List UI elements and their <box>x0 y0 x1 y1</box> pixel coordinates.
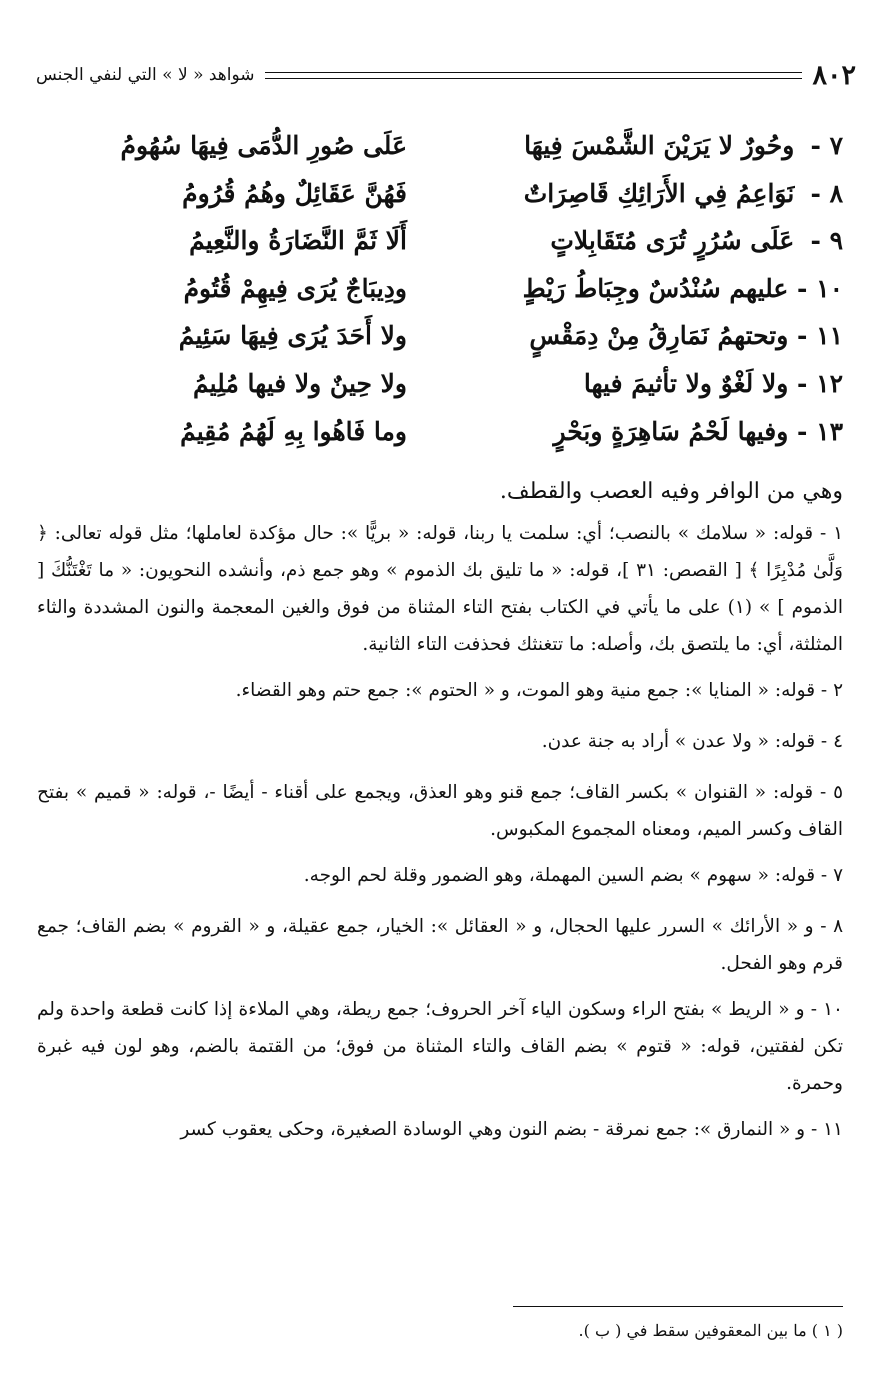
verse-second-hemistich: ودِيبَاجٌ يُرَى فِيهِمْ قُتُومُ <box>183 273 407 303</box>
verse-first-hemistich <box>447 312 843 360</box>
verse-first-hemistich <box>447 360 843 408</box>
verse-first-text: وتحتهمُ نَمَارِقُ مِنْ دِمَقْسٍ <box>529 321 789 351</box>
verse-second-hemistich: ولا أَحَدَ يُرَى فِيهَا سَئِيمُ <box>178 321 407 351</box>
verse-row <box>0 170 885 218</box>
header-rule <box>265 72 803 79</box>
verse-second-hemistich: ولا حِينٌ ولا فيها مُلِيمُ <box>193 368 407 398</box>
verse-first-hemistich <box>447 122 843 170</box>
verse-second-hemistich: فَهُنَّ عَقَائِلٌ وهُمُ قُرُومُ <box>182 178 407 208</box>
commentary-note: ٨ - و « الأرائك » السرر عليها الحجال، و « العقائل »: الخيار، جمع عقيلة، و « القروم » بضم القاف؛ جمع قرم وهو الفحل. <box>37 916 843 974</box>
verse-number: ١٠ - <box>797 273 843 303</box>
commentary-note: ١ - قوله: « سلامك » بالنصب؛ أي: سلمت يا ربنا، قوله: « بريًّا »: حال مؤكدة لعاملها؛ مثل قوله تعالى: ﴿ وَلَّىٰ مُدْبِرًا ﴾ [ القصص: ٣١ ]، قوله: « ما تليق بك الذموم » وهو جمع ذم، وأنشده النحويون: « ما تَغْتَنُّكَ [ الذموم ] » (١) على ما يأتي في الكتاب بفتح التاء المثناة من فوق والغين المعجمة والنون المشددة والثاء المثلثة، أي: ما يلتصق بك، وأصله: ما تتغنثك فحذفت التاء الثانية. <box>37 523 843 655</box>
verse-number: ٨ - <box>810 178 843 208</box>
poem-verses <box>0 122 885 455</box>
verse-second-hemistich: وما فَاهُوا بِهِ لَهُمُ مُقِيمُ <box>180 416 407 446</box>
verse-first-text: عَلَى سُرُرٍ تُرَى مُتَقَابِلاتٍ <box>550 226 795 256</box>
footnote-separator <box>513 1306 843 1307</box>
verse-second-hemistich: عَلَى صُورِ الدُّمَى فِيهَا سُهُومُ <box>120 131 407 160</box>
verse-number: ٧ - <box>810 131 843 160</box>
verse-first-hemistich <box>447 217 843 265</box>
verse-row <box>0 360 885 408</box>
meter-note: وهي من الوافر وفيه العصب والقطف. <box>499 479 843 504</box>
verse-number: ٩ - <box>810 226 843 256</box>
verse-first-hemistich <box>447 265 843 313</box>
commentary-note: ٤ - قوله: « ولا عدن » أراد به جنة عدن. <box>541 731 843 752</box>
commentary-note: ٢ - قوله: « المنايا »: جمع منية وهو الموت، و « الحتوم »: جمع حتم وهو القضاء. <box>235 680 843 701</box>
verse-first-hemistich <box>447 170 843 218</box>
verse-row <box>0 122 885 170</box>
commentary-note: ٧ - قوله: « سهوم » بضم السين المهملة، وهو الضمور وقلة لحم الوجه. <box>303 865 843 886</box>
verse-first-text: ولا لَغْوٌ ولا تأثيمَ فيها <box>583 368 789 398</box>
running-title: شواهد « لا » التي لنفي الجنس <box>36 65 255 85</box>
verse-first-text: وحُورٌ لا يَرَيْنَ الشَّمْسَ فِيهَا <box>524 131 795 160</box>
verse-second-hemistich: أَلَا ثَمَّ النَّضَارَةُ والنَّعِيمُ <box>189 226 407 256</box>
commentary-note: ١١ - و « النمارق »: جمع نمرقة - بضم النون وهي الوسادة الصغيرة، وحكى يعقوب كسر <box>180 1119 843 1140</box>
commentary-note: ٥ - قوله: « القنوان » بكسر القاف؛ جمع قنو وهو العذق، ويجمع على أقناء - أيضًا -، قوله: « قميم » بفتح القاف وكسر الميم، ومعناه المجموع المكبوس. <box>37 782 843 840</box>
verse-row <box>0 265 885 313</box>
verse-number: ١١ - <box>797 321 843 351</box>
commentary-notes <box>37 515 843 1157</box>
verse-row <box>0 217 885 265</box>
page-header <box>36 58 856 92</box>
verse-number: ١٢ - <box>797 368 843 398</box>
verse-row <box>0 312 885 360</box>
verse-number: ١٣ - <box>797 416 843 446</box>
footnote: ( ١ ) ما بين المعقوفين سقط في ( ب ). <box>578 1321 843 1340</box>
verse-row <box>0 408 885 456</box>
page-number: ٨٠٢ <box>812 59 856 91</box>
verse-first-text: وفيها لَحْمُ سَاهِرَةٍ وبَحْرٍ <box>553 416 789 446</box>
verse-first-text: عليهم سُنْدُسٌ وجِبَاطُ رَيْطٍ <box>522 273 789 303</box>
verse-first-hemistich <box>447 408 843 456</box>
verse-first-text: نَوَاعِمُ فِي الأَرَائِكِ قَاصِرَاتٌ <box>523 178 795 208</box>
commentary-note: ١٠ - و « الريط » بفتح الراء وسكون الياء آخر الحروف؛ جمع ريطة، وهي الملاءة إذا كانت قطعة واحدة ولم تكن لفقتين، قوله: « قتوم » بضم القاف والتاء المثناة من فوق؛ من القتمة بالضم، وهو لون فيه غبرة وحمرة. <box>37 999 843 1094</box>
